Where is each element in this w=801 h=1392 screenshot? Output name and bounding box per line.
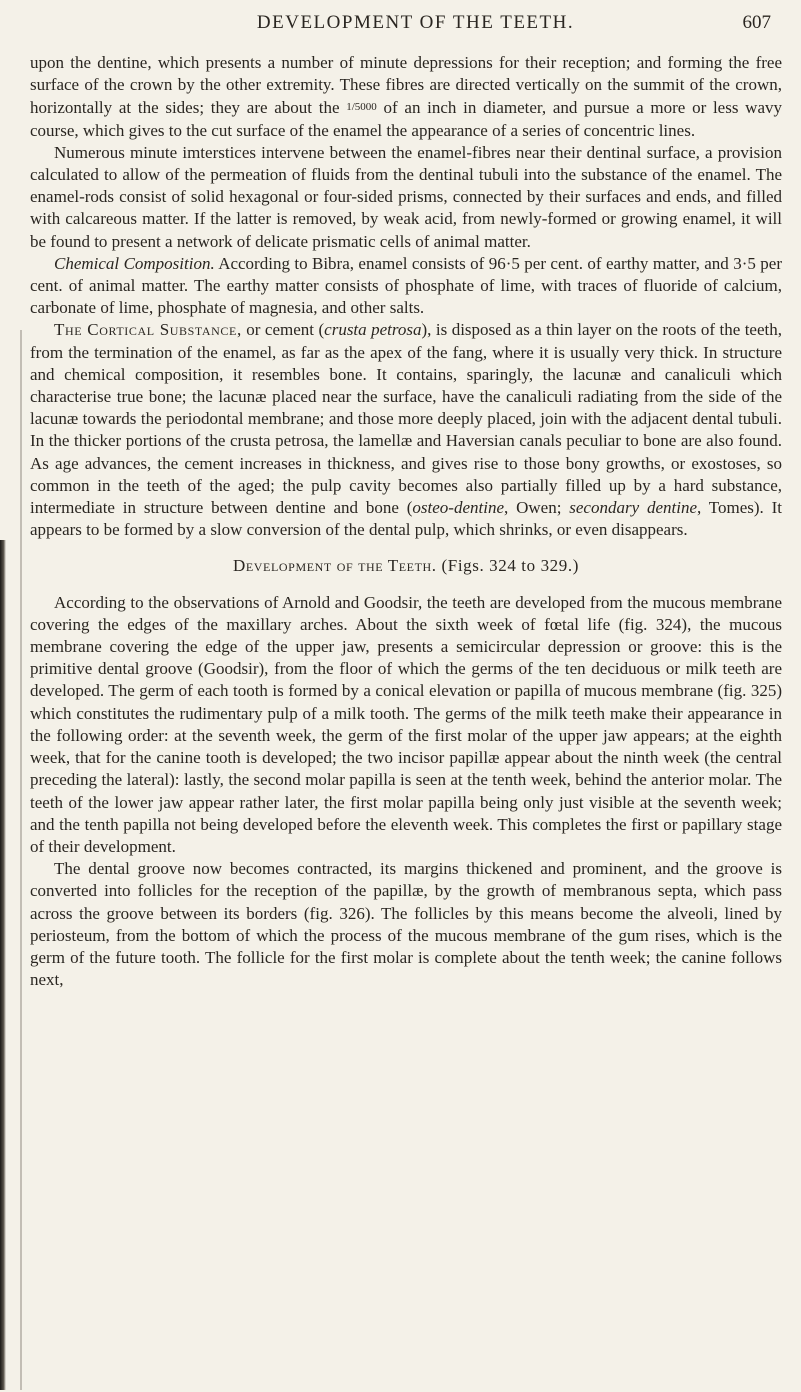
text-run: ), is disposed as a thin layer on the roots of the teeth, from the termination of the enamel, as far as the apex of the fang, where it is usually very thick. In structure and chemical composition, it resembles bone. It contains, sparingly, the lacunæ and canaliculi which characterise true bone; the lacunæ placed near the surface, have the canaliculi radiating from the side of the lacunæ towards the periodontal membrane; and those more deeply placed, join with the adjacent dental tubuli. In the thicker portions of the crusta petrosa, the lamellæ and Haversian canals peculiar to bone are also found. As age advances, the cement increases in thickness, and gives rise to those bony growths, or exostoses, so common in the teeth of the aged; the pulp cavity becomes also partially filled up by a hard substance, intermediate in structure between dentine and bone (: [30, 320, 782, 518]
figure-reference: (Figs. 324 to 329.): [436, 556, 579, 576]
latin-term: crusta petrosa: [324, 320, 422, 340]
page-gutter-shadow: [20, 330, 22, 1390]
run-in-heading: The Cortical Substance,: [54, 320, 242, 340]
run-in-heading: Chemical Composition.: [54, 253, 215, 273]
section-title: Development of the Teeth.: [232, 556, 437, 576]
page-number: 607: [742, 12, 771, 33]
text-run: or cement (: [241, 320, 325, 340]
section-heading: [30, 555, 782, 577]
paragraph-interstices: Numerous minute imterstices intervene between the enamel-fibres near their dentinal surface, a provision calculated to allow of the permeation of fluids from the dentinal tubuli into the substance of the enamel. The enamel-rods consist of solid hexagonal or four-sided prisms, connected by their surfaces and ends, and filled with calcareous matter. If the latter is removed, by weak acid, from newly-formed or growing enamel, it will be found to present a network of delicate prismatic cells of animal matter.: [30, 142, 782, 251]
text-run: of an inch in diameter, and pursue a more or less wavy course, which gives to the cut surface of the enamel the appearance of a series of concentric lines.: [30, 98, 783, 140]
paragraph-chemical-composition: [30, 253, 782, 320]
text-run: According to Bibra, enamel consists of 96·5 per cent. of earthy matter, and 3·5 per cent. of animal matter. The earthy matter consists of phosphate of lime, with traces of fluoride of calcium, carbonate of lime, phosphate of magnesia, and other salts.: [30, 253, 782, 318]
text-run: upon the dentine, which presents a number of minute depressions for their reception; and forming the free surface of the crown by the other extremity. These fibres are directed vertically on the summit of the crown, horizontally at the sides; they are about the: [30, 53, 782, 118]
page-edge-shadow: [0, 540, 6, 1390]
text-run: , Owen;: [504, 498, 570, 518]
paragraph-dental-groove: The dental groove now becomes contracted, its margins thickened and prominent, and the groove is converted into follicles for the reception of the papillæ, by the growth of membranous septa, which pass across the groove between its borders (fig. 326). The follicles by this means become the alveoli, lined by periosteum, from the bottom of which the process of the mucous membrane of the gum rises, which is the germ of the future tooth. The follicle for the first molar is complete about the tenth week; the canine follows next,: [30, 859, 782, 990]
paragraph-cortical-substance: [30, 319, 782, 541]
running-title: DEVELOPMENT OF THE TEETH.: [256, 12, 575, 33]
text-run: , Tomes). It appears to be formed by a slow conversion of the dental pulp, which shrinks, or even disappears.: [30, 498, 783, 540]
latin-term: secondary dentine: [569, 498, 698, 518]
paragraph-development: According to the observations of Arnold and Goodsir, the teeth are developed from the mucous membrane covering the edges of the maxillary arches. About the sixth week of fœtal life (fig. 324), the mucous membrane covering the edge of the upper jaw, presents a semicircular depression or groove: this is the primitive dental groove (Goodsir), from the floor of which the germs of the ten deciduous or milk teeth are developed. The germ of each tooth is formed by a conical elevation or papilla of mucous membrane (fig. 325) which constitutes the rudimentary pulp of a milk tooth. The germs of the milk teeth make their appearance in the following order: at the seventh week, the germ of the first molar of the upper jaw appears; at the eighth week, that for the canine tooth is developed; the two incisor papillæ appear about the ninth week (the central preceding the lateral): lastly, the second molar papilla is seen at the tenth week, behind the anterior molar. The teeth of the lower jaw appear rather later, the first molar papilla being only just visible at the seventh week; and the tenth papilla not being developed before the eleventh week. This completes the first or papillary stage of their development.: [30, 592, 782, 856]
fraction: 1/5000: [346, 101, 377, 114]
paragraph-enamel-fibres: [30, 52, 782, 142]
body-text: [30, 52, 782, 991]
latin-term: osteo-dentine: [412, 498, 505, 518]
running-header: [60, 6, 771, 46]
